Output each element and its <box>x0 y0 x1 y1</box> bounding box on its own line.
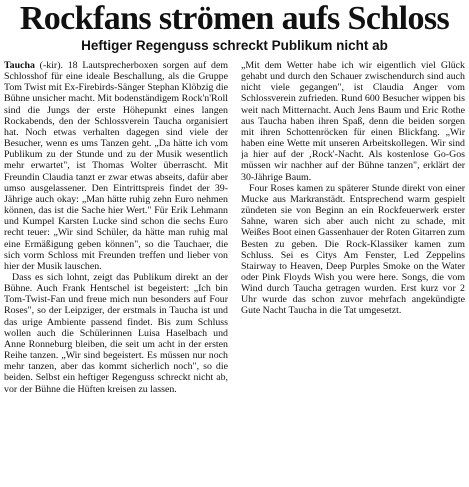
headline: Rockfans strömen aufs Schloss <box>19 0 450 37</box>
paragraph: „Mit dem Wetter habe ich wir eigentlich viel Glück gehabt und durch den Schauer zwischendurch sind auch nicht viele gegangen", ist Claudia Anger vom Schlossverein zufrieden. Rund 600 Besucher wippen bis weit nach Mitternacht. Auch Jens Baum und Eric Rothe aus Taucha haben ihren Spaß, denn die beiden sorgen mit ihren Schottenröcken für einen Blickfang. „Wir haben eine Wette mit unseren Arbeitskollegen. Wir sind ja hier auf der ‚Rock'-Nacht. Als kostenlose Go-Gos müssen wir nachher auf der Bühne tanzen", erklärt der 30-Jährige Baum. <box>241 60 465 183</box>
right-column <box>241 60 465 484</box>
paragraph-text: 18 Lautsprecherboxen sorgen auf dem Schlosshof für eine ideale Beschallung, als die Gruppe Tom Twist mit Ex-Firebirds-Sänger Stephan Klöbzig die Bühne unsicher macht. Mit bodenständigem Rock'n'Roll sind die Jungs der erste Höhepunkt eines langen Rockabends, den der Schlossverein Taucha organisiert hat. Noch etwas verhalten dagegen sind viele der Besucher, wenn es ums Tanzen geht. „Da hätte ich vom Publikum zu der Stunde und zu der Musik wesentlich mehr erwartet", ist Thomas Wolter überrascht. Mit Freundin Claudia tanzt er zwar etwas abseits, dafür aber umso ausgelassener. Den Eintrittspreis findet der 39-Jährige auch okay: „Man hätte ruhig zehn Euro nehmen können, das ist die Sache hier Wert." Für Erik Lehmann und Kumpel Karsten Lucke sind schon die sechs Euro recht teuer: „Wir sind Schüler, da hätte man ruhig mal eine Ermäßigung geben können", so die Tauchaer, die sich vorm Schloss mit Freunden treffen und lieber von hier der Musik lauschen. <box>4 60 228 272</box>
left-column <box>4 60 228 484</box>
paragraph: Four Roses kamen zu späterer Stunde direkt von einer Mucke aus Markranstädt. Entsprechend warm gespielt zündeten sie von Beginn an ein Rockfeuerwerk erster Sahne, waren sich aber auch nicht zu schade, mit Weißes Boot einen Gassenhauer der Roten Gitarren zum Besten zu geben. Die Rock-Klassiker kamen zum Schluss. Sei es Citys Am Fenster, Led Zeppelins Stairway to Heaven, Deep Purples Smoke on the Water oder Pink Floyds Wish you were here. Songs, die vom Wind durch Taucha getragen wurden. Erst kurz vor 2 Uhr wurde das schon zuvor mehrfach angekündigte Gute Nacht Taucha in die Tat umgesetzt. <box>241 182 465 317</box>
byline: (-kir). <box>39 60 63 71</box>
paragraph <box>4 60 228 272</box>
paragraph: Dass es sich lohnt, zeigt das Publikum direkt an der Bühne. Auch Frank Hentschel ist begeistert: „Ich bin Tom-Twist-Fan und freue mich nun besonders auf Four Roses", so der Leipziger, der erstmals in Taucha ist und das urige Ambiente passend findet. Bis zum Schluss wollen auch die Schülerinnen Luisa Haselbach und Anne Ronneburg bleiben, die seit um acht in der ersten Reihe tanzen. „Wir sind begeistert. Es müssen nur noch mehr tanzen, aber das kommt sicherlich noch", so die beiden. Selbst ein heftiger Regenguss schreckt nicht ab, vor der Bühne die Hüften kreisen zu lassen. <box>4 271 228 395</box>
article-body <box>4 60 465 484</box>
dateline: Taucha <box>4 60 35 71</box>
subheadline: Heftiger Regenguss schreckt Publikum nicht ab <box>81 38 388 53</box>
